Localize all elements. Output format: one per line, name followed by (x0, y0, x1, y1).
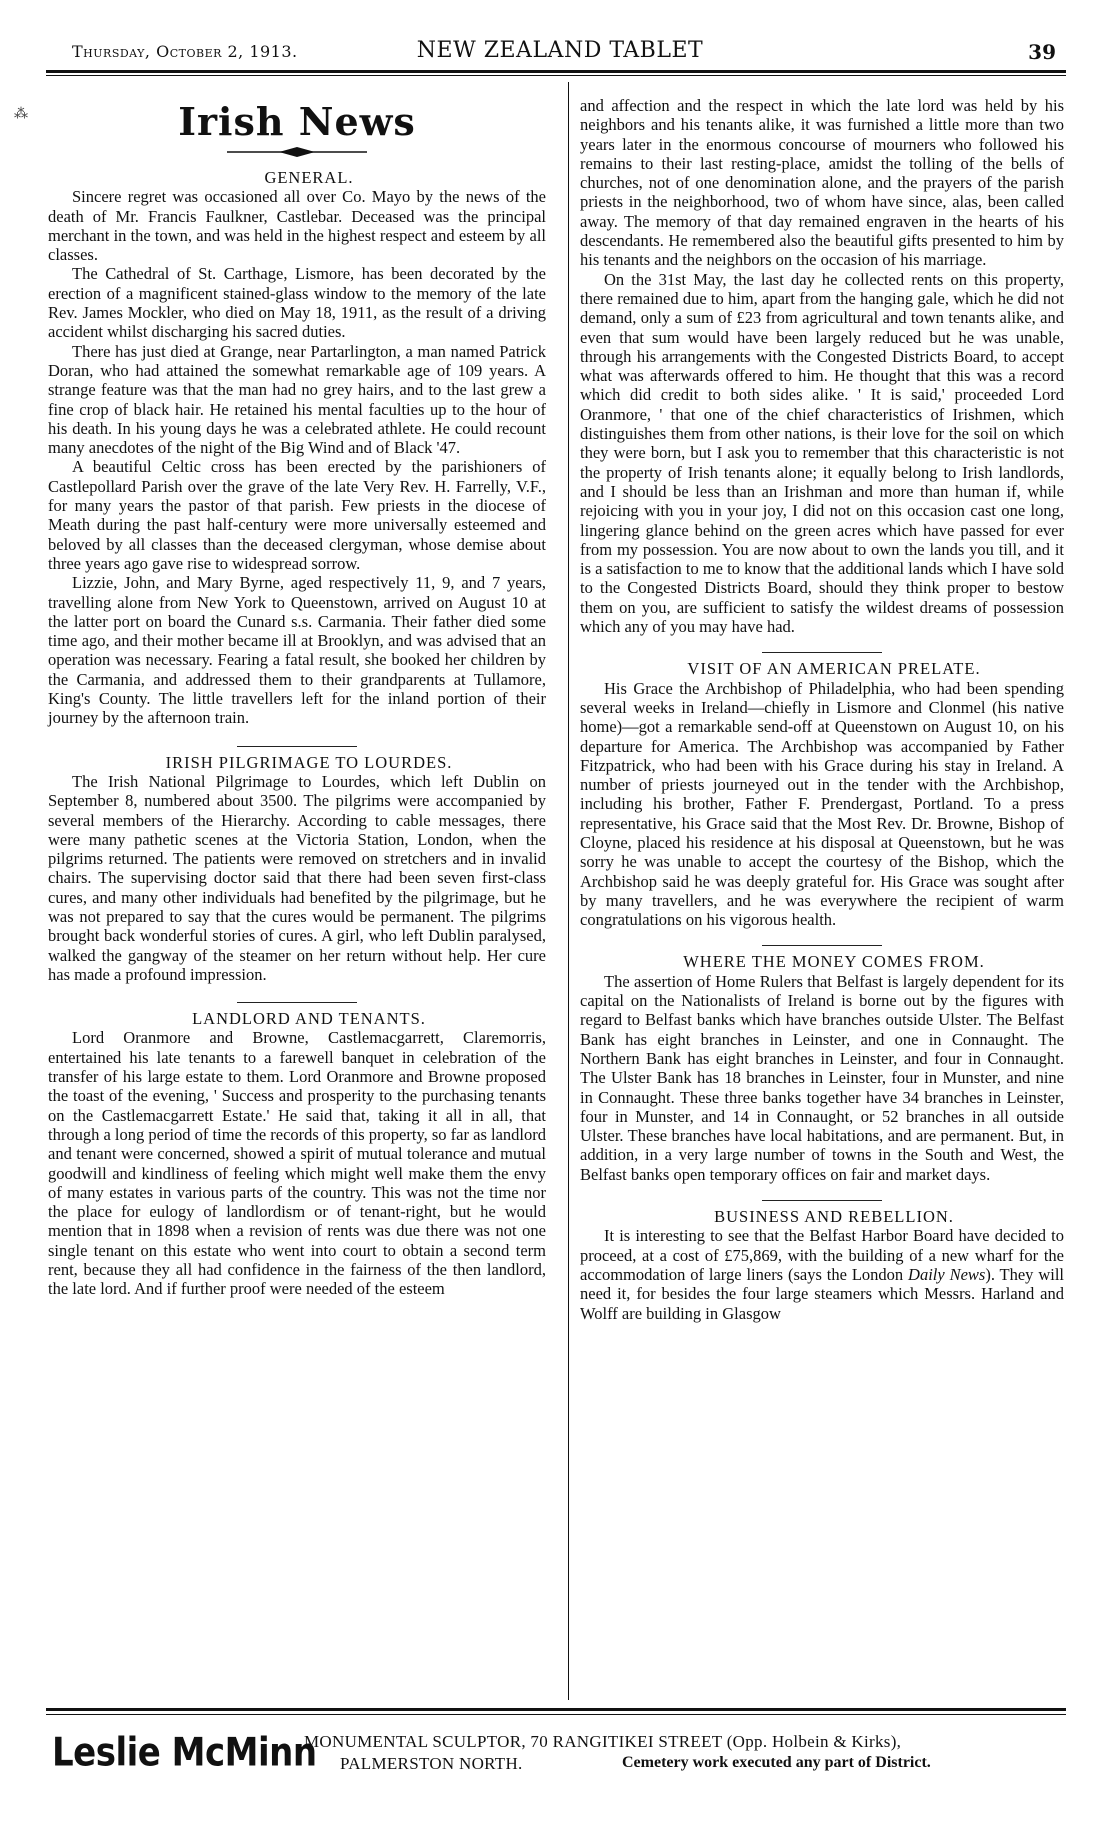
right-column (580, 96, 1064, 1323)
section-divider (762, 1200, 882, 1201)
general-paragraph: Sincere regret was occasioned all over Co. Mayo by the news of the death of Mr. Francis Faulkner, Castlebar. Deceased was the principal merchant in the town, and was held in the highest respect and esteem by all classes. (48, 187, 546, 265)
general-paragraph: Lizzie, John, and Mary Byrne, aged respectively 11, 9, and 7 years, travelling alone from New York to Queenstown, arrived on August 10 at the latter port on board the Cunard s.s. Carmania. Their father died some time ago, and their mother became ill at Brooklyn, and was advised that an operation was necessary. Fearing a fatal result, she booked her children by the Carmania, and addressed them to their grandparents at Tullamore, King's County. The little travellers left for the inland portion of their journey by the afternoon train. (48, 573, 546, 728)
issue-date: Thursday, October 2, 1913. (72, 42, 298, 61)
ad-service-line: Cemetery work executed any part of District. (622, 1754, 931, 1771)
column-divider (568, 82, 569, 1700)
general-paragraph: A beautiful Celtic cross has been erected by the parishioners of Castlepollard Parish over the grave of the late Very Rev. H. Farrelly, V.F., for many years the pastor of that parish. Few priests in the diocese of Meath during the past half-century were more universally esteemed and beloved by all classes than the deceased clergyman, whose demise about three years ago gave rise to widespread sorrow. (48, 457, 546, 573)
ad-town-line: PALMERSTON NORTH. (340, 1754, 523, 1773)
section-heading: Irish News (178, 99, 416, 144)
footer-rule (46, 1708, 1066, 1711)
section-divider (762, 652, 882, 653)
business-text-end: ). They will need it, for besides the four large steamers which Messrs. Harland and Wolff are building in Glasgow (580, 1264, 1064, 1323)
section-divider (237, 746, 357, 747)
left-column (48, 86, 546, 1299)
general-title: GENERAL. (264, 168, 354, 187)
business-text-start: It is interesting to see that the Belfast Harbor Board have decided to proceed, at a cost of £75,869, with the building of a new wharf for the accommodation of large liners (says the London (580, 1226, 1064, 1284)
section-divider (762, 945, 882, 946)
general-paragraph: There has just died at Grange, near Partarlington, a man named Patrick Doran, who had attained the somewhat remarkable age of 109 years. A strange feature was that the man had no grey hairs, and to the last grew a fine crop of black hair. He retained his mental faculties up to the hour of his death. In his young days he was a celebrated athlete. He could recount many anecdotes of the night of the Big Wind and of Black '47. (48, 341, 546, 458)
masthead (36, 38, 1084, 70)
page-number: 39 (1028, 40, 1056, 64)
business-text-italic: Daily News (908, 1264, 986, 1284)
prelate-title: VISIT OF AN AMERICAN PRELATE. (687, 659, 981, 679)
pilgrimage-title: IRISH PILGRIMAGE TO LOURDES. (165, 752, 453, 772)
money-paragraph: The assertion of Home Rulers that Belfast is largely dependent for its capital on the Nationalists of Ireland is borne out by the figures with regard to Belfast banks which have branches outside Ulster. The Belfast Bank has eight branches in Leinster, and one in Connaught. The Northern Bank has eight branches in Leinster, and four in Connaught. The Ulster Bank has 18 branches in Leinster, four in Munster, and nine in Connaught. These three banks together have 34 branches in Leinster, four in Munster, and 14 in Connaught, or 52 branches in all outside Ulster. These branches have local habitations, and are permanent. But, in addition, in a very large number of towns in the South and West, the Belfast banks open temporary offices on fair and market days. (580, 971, 1064, 1184)
landlord-paragraph-continued: and affection and the respect in which the late lord was held by his neighbors and his tenants alike, it was furnished a little more than two years later in the enormous concourse of mourners who followed his remains to their last resting-place, amidst the tolling of the bells of churches, not of one denomination alone, and the prayers of the parish priests in the neighborhood, two of whom have since, alas, been called away. The memory of that day remained engraven in the hearts of his descendants. He remembered also the beautiful gifts presented to him by his tenants and the neighbors on the occasion of his marriage. (580, 96, 1064, 270)
landlord-paragraph: Lord Oranmore and Browne, Castlemacgarrett, Claremorris, entertained his late tenants to a farewell banquet in celebration of the transfer of his large estate to them. Lord Oranmore and Browne proposed the toast of the evening, ' Success and prosperity to the purchasing tenants on the Castlemacgarrett Estate.' He said that, taking it all in all, that through a long period of time the records of this property, so far as landlord and tenant were concerned, showed a spirit of mutual tolerance and mutual goodwill and kindliness of feeling which might well make them the envy of many estates in various parts of the country. This was not the time nor the place for eulogy of landlordism or of tenant-right, but he would mention that in 1898 when a revision of rents was due there was not one single tenant on this estate who went into court to obtain a second term rent, because they all had confidence in the fairness of the then landlord, the late lord. And if further proof were needed of the esteem (48, 1028, 546, 1299)
masthead-rule-thin (46, 75, 1066, 76)
general-paragraph: The Cathedral of St. Carthage, Lismore, has been decorated by the erection of a magnificent stained-glass window to the memory of the late Rev. James Mockler, who died on May 18, 1911, as the result of a driving accident whilst discharging his sacred duties. (48, 264, 546, 342)
footer-rule-thin (46, 1714, 1066, 1715)
section-divider (237, 1002, 357, 1003)
prelate-paragraph: His Grace the Archbishop of Philadelphia, who had been spending several weeks in Ireland—chiefly in Lismore and Clonmel (his native home)—got a remarkable send-off at Queenstown on August 10, on his departure for America. The Archbishop was accompanied by Father Fitzpatrick, who had been with his Grace during his stay in Ireland. A number of priests journeyed out in the tender with the Archbishop, including his brother, Father F. Prendergast, Portland. To a press representative, his Grace said that the Most Rev. Dr. Browne, Bishop of Cloyne, placed his residence at his disposal at Queenstown, but he was sorry he was unable to accept the courtesy of the Bishop, which the Archbishop said he was deeply grateful for. His Grace was sought after by many travellers, and he was everywhere the recipient of warm congratulations on his vigorous health. (580, 678, 1064, 930)
ornament-divider-icon (227, 146, 367, 158)
business-paragraph (580, 1226, 1064, 1322)
landlord-paragraph: On the 31st May, the last day he collected rents on this property, there remained due to him, apart from the hanging gale, which he did not demand, only a sum of £23 from agricultural and town tenants alike, and even that sum would have been largely reduced but he was unable, through his arrangements with the Congested Districts Board, to accept what was afterwards offered to him. He thought that this was a record which did credit to both sides alike. ' It is said,' proceeded Lord Oranmore, ' that one of the chief characteristics of Irishmen, which distinguishes them from other nations, is their love for the soil on which they were born, but I ask you to remember that this characteristic is not the property of Irish tenants alone; it equally belong to Irish landlords, and I should be less than an Irishman and more than human if, while rejoicing with you in your joy, I did not on this occasion cast one long, lingering glance behind on the green acres which have passed for ever from my possession. You are now about to own the lands you till, and it is a satisfaction to me to know that the additional lands which I have sold to the Congested Districts Board, should they think proper to bestow them on you, are sufficient to satisfy the wildest dreams of possession which any of you may have had. (580, 269, 1064, 637)
newspaper-title: NEW ZEALAND TABLET (416, 38, 704, 63)
pilgrimage-paragraph: The Irish National Pilgrimage to Lourdes, which left Dublin on September 8, numbered about 3500. The pilgrims were accompanied by several members of the Hierarchy. According to cable messages, there were many pathetic scenes at the Victoria Station, London, when the pilgrims returned. The patients were removed on stretchers and in invalid chairs. The supervising doctor said that there had been seven first-class cures, and many other individuals had benefited by the pilgrimage, but he was not prepared to say that the cures would be permanent. The pilgrims brought back wonderful stories of cures. A girl, who left Dublin paralysed, walked the gangway of the steamer on her return without help. Her cure has made a profound impression. (48, 771, 546, 984)
business-title: BUSINESS AND REBELLION. (714, 1207, 954, 1227)
landlord-title: LANDLORD AND TENANTS. (192, 1009, 426, 1029)
money-title: WHERE THE MONEY COMES FROM. (683, 952, 985, 972)
ad-address-line: MONUMENTAL SCULPTOR, 70 RANGITIKEI STREET (Opp. Holbein & Kirks), (304, 1732, 902, 1751)
margin-mark: ⁂ (14, 106, 28, 122)
advertiser-name: Leslie McMinn (52, 1730, 317, 1776)
masthead-rule (46, 70, 1066, 73)
